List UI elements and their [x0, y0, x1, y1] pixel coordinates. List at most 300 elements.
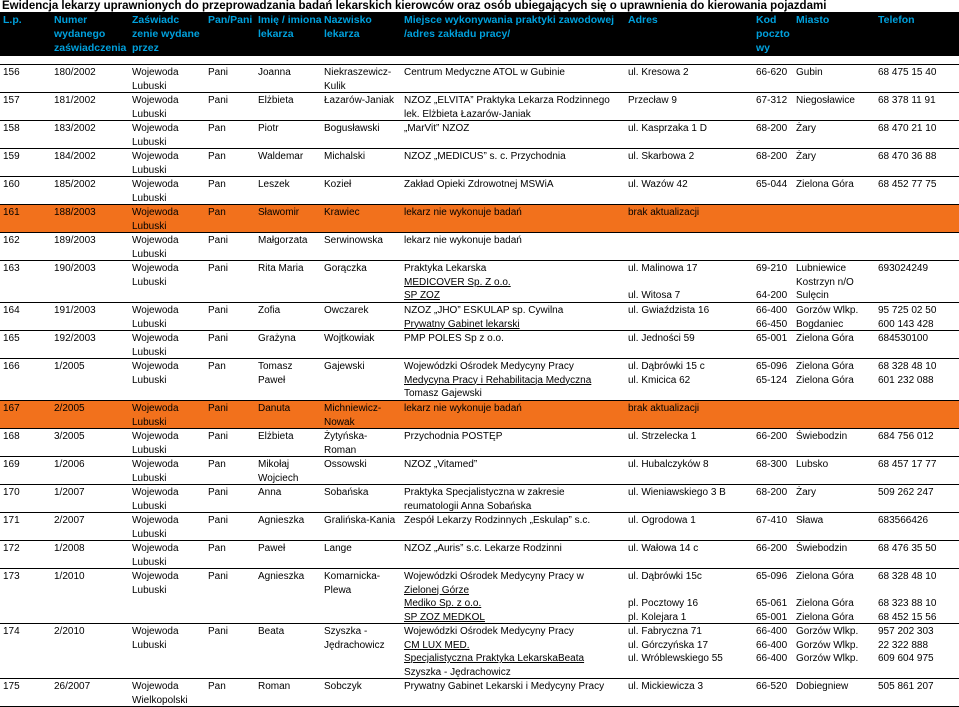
cell-adres: [628, 402, 754, 416]
cell-nazwisko-text: Owczarek: [324, 304, 402, 318]
cell-by: [132, 94, 206, 121]
cell-lp: [3, 570, 53, 584]
cell-num-text: 26/2007: [54, 680, 132, 694]
cell-by-text: Wojewoda: [132, 304, 206, 318]
cell-miasto: [796, 262, 876, 303]
cell-num: [54, 402, 132, 416]
header-num-line: Numer: [54, 13, 132, 27]
header-place-line: /adres zakładu pracy/: [404, 27, 626, 41]
header-num: [54, 13, 132, 55]
cell-nazwisko: [324, 360, 402, 374]
cell-adres-text: ul. Jedności 59: [628, 332, 754, 346]
cell-tel-text: 68 470 21 10: [878, 122, 958, 136]
cell-kod-text: [756, 402, 796, 416]
cell-pan: [208, 234, 256, 248]
cell-pan-text: Pani: [208, 304, 256, 318]
cell-pan: [208, 304, 256, 318]
cell-imie: [258, 430, 322, 444]
cell-adres: [628, 206, 754, 220]
cell-pan: [208, 680, 256, 694]
cell-by: [132, 542, 206, 569]
cell-pan-text: Pan: [208, 150, 256, 164]
cell-kod-text: [756, 206, 796, 220]
cell-place: [404, 625, 626, 679]
cell-pan: [208, 66, 256, 80]
cell-place-text: NZOZ „JHO” ESKULAP sp. Cywilna: [404, 304, 626, 318]
cell-kod-text: 65-096: [756, 570, 796, 584]
header-nazwisko-line: Nazwisko: [324, 13, 402, 27]
cell-adres: [628, 542, 754, 556]
cell-tel-text: 68 452 15 56: [878, 611, 958, 625]
cell-miasto-text: Lubsko: [796, 458, 876, 472]
cell-imie-text: Mikołaj: [258, 458, 322, 472]
cell-miasto-text: Zielona Góra: [796, 332, 876, 346]
cell-nazwisko: [324, 94, 402, 108]
cell-miasto: [796, 178, 876, 192]
cell-nazwisko: [324, 206, 402, 220]
cell-nazwisko-text: Żytyńska-: [324, 430, 402, 444]
cell-tel-text: 684 756 012: [878, 430, 958, 444]
cell-miasto: [796, 304, 876, 331]
cell-imie: [258, 178, 322, 192]
cell-imie: [258, 542, 322, 556]
cell-lp-text: 169: [3, 458, 53, 472]
cell-nazwisko-text: Jędrachowicz: [324, 639, 402, 653]
cell-adres-text: ul. Ogrodowa 1: [628, 514, 754, 528]
cell-by-text: Lubuski: [132, 444, 206, 458]
cell-adres-text: ul. Wieniawskiego 3 B: [628, 486, 754, 500]
cell-num-text: 181/2002: [54, 94, 132, 108]
cell-adres: [628, 262, 754, 303]
cell-num: [54, 304, 132, 318]
cell-nazwisko-text: Michalski: [324, 150, 402, 164]
cell-place: [404, 514, 626, 528]
cell-imie-text: Elżbieta: [258, 430, 322, 444]
cell-by-text: Lubuski: [132, 318, 206, 332]
cell-lp: [3, 360, 53, 374]
cell-place-text: lekarz nie wykonuje badań: [404, 402, 626, 416]
cell-place: [404, 360, 626, 401]
cell-place-text: lek. Elżbieta Łazarów-Janiak: [404, 108, 626, 122]
cell-imie-text: Sławomir: [258, 206, 322, 220]
cell-miasto-text: Gubin: [796, 66, 876, 80]
cell-kod-text: [756, 108, 796, 122]
cell-tel-text: 957 202 303: [878, 625, 958, 639]
cell-lp: [3, 458, 53, 472]
cell-miasto: [796, 458, 876, 472]
cell-by: [132, 360, 206, 387]
cell-nazwisko: [324, 625, 402, 652]
cell-lp: [3, 150, 53, 164]
cell-nazwisko: [324, 332, 402, 346]
cell-pan: [208, 122, 256, 136]
cell-place: [404, 150, 626, 164]
cell-lp-text: 167: [3, 402, 53, 416]
cell-kod: [756, 332, 796, 346]
table-row: [0, 359, 959, 401]
header-miasto: [796, 13, 876, 27]
cell-adres-text: [628, 234, 754, 248]
cell-pan-text: Pani: [208, 570, 256, 584]
cell-adres-text: [628, 276, 754, 290]
cell-by-text: Lubuski: [132, 374, 206, 388]
header-tel-line: Telefon: [878, 13, 958, 27]
table-row: [0, 93, 959, 121]
cell-place: [404, 262, 626, 303]
cell-kod: [756, 486, 796, 513]
cell-place: [404, 680, 626, 694]
cell-num: [54, 625, 132, 639]
cell-kod: [756, 150, 796, 164]
cell-by-text: Wojewoda: [132, 332, 206, 346]
cell-miasto-text: Żary: [796, 150, 876, 164]
cell-imie-text: Wojciech: [258, 472, 322, 486]
cell-nazwisko-text: Sobańska: [324, 486, 402, 500]
cell-tel-text: 684530100: [878, 332, 958, 346]
cell-adres: [628, 66, 754, 80]
cell-tel: [878, 625, 958, 679]
cell-by-text: Wojewoda: [132, 122, 206, 136]
cell-nazwisko-text: Gajewski: [324, 360, 402, 374]
cell-place-text: NZOZ „Auris” s.c. Lekarze Rodzinni: [404, 542, 626, 556]
cell-place: [404, 332, 626, 346]
table-row: [0, 233, 959, 261]
cell-nazwisko: [324, 304, 402, 318]
cell-place-text: Wojewódzki Ośrodek Medycyny Pracy: [404, 360, 626, 374]
cell-tel-text: [878, 276, 958, 290]
cell-kod: [756, 360, 796, 401]
cell-nazwisko-text: Roman: [324, 444, 402, 458]
cell-miasto: [796, 542, 876, 556]
cell-pan-text: Pan: [208, 360, 256, 374]
cell-lp-text: 157: [3, 94, 53, 108]
cell-nazwisko-text: Lange: [324, 542, 402, 556]
cell-imie-text: Elżbieta: [258, 94, 322, 108]
header-adres: [628, 13, 754, 27]
cell-tel: [878, 234, 958, 248]
cell-num-text: 185/2002: [54, 178, 132, 192]
cell-adres-text: ul. Kasprzaka 1 D: [628, 122, 754, 136]
cell-kod-text: 66-400: [756, 625, 796, 639]
cell-num: [54, 150, 132, 164]
cell-tel: [878, 66, 958, 80]
cell-imie: [258, 94, 322, 108]
cell-tel-text: 68 378 11 91: [878, 94, 958, 108]
cell-nazwisko: [324, 66, 402, 93]
cell-adres-text: ul. Kresowa 2: [628, 66, 754, 80]
cell-by-text: Lubuski: [132, 416, 206, 430]
cell-kod: [756, 304, 796, 331]
cell-adres: [628, 122, 754, 136]
cell-imie: [258, 514, 322, 528]
cell-imie-text: Agnieszka: [258, 514, 322, 528]
cell-imie: [258, 625, 322, 639]
cell-lp-text: 162: [3, 234, 53, 248]
cell-place-text: Zakład Opieki Zdrowotnej MSWiA: [404, 178, 626, 192]
cell-kod-text: 65-001: [756, 332, 796, 346]
cell-by-text: Lubuski: [132, 346, 206, 360]
cell-kod-text: 66-620: [756, 66, 796, 80]
cell-nazwisko-text: Serwinowska: [324, 234, 402, 248]
cell-lp-text: 173: [3, 570, 53, 584]
cell-miasto-text: [796, 584, 876, 598]
header-adres-line: Adres: [628, 13, 754, 27]
cell-nazwisko-text: Kozieł: [324, 178, 402, 192]
cell-nazwisko: [324, 430, 402, 457]
cell-by: [132, 430, 206, 457]
cell-tel: [878, 542, 958, 556]
header-kod: [756, 13, 796, 55]
cell-pan: [208, 570, 256, 584]
table-row: [0, 679, 959, 707]
header-imie: [258, 13, 322, 41]
cell-place-text: Przychodnia POSTĘP: [404, 430, 626, 444]
cell-pan-text: Pan: [208, 680, 256, 694]
cell-place: [404, 304, 626, 331]
cell-tel: [878, 206, 958, 220]
header-kod-line: poczto: [756, 27, 796, 41]
cell-lp: [3, 234, 53, 248]
table-row: [0, 513, 959, 541]
cell-nazwisko-text: Szyszka -: [324, 625, 402, 639]
cell-imie: [258, 122, 322, 136]
cell-adres-text: [628, 108, 754, 122]
cell-by-text: Wojewoda: [132, 458, 206, 472]
cell-lp-text: 175: [3, 680, 53, 694]
cell-imie-text: Paweł: [258, 374, 322, 388]
cell-miasto-text: [796, 402, 876, 416]
cell-nazwisko-text: Niekraszewicz-: [324, 66, 402, 80]
table-row: [0, 485, 959, 513]
cell-kod-text: 64-200: [756, 289, 796, 303]
cell-num-text: 191/2003: [54, 304, 132, 318]
cell-place-text: lekarz nie wykonuje badań: [404, 206, 626, 220]
cell-adres-text: pl. Kolejara 1: [628, 611, 754, 625]
cell-miasto: [796, 430, 876, 444]
cell-adres: [628, 486, 754, 513]
cell-by-text: Wojewoda: [132, 402, 206, 416]
cell-num: [54, 94, 132, 108]
cell-miasto-text: Zielona Góra: [796, 611, 876, 625]
cell-adres-text: ul. Strzelecka 1: [628, 430, 754, 444]
cell-miasto-text: Świebodzin: [796, 430, 876, 444]
cell-place-text: Specjalistyczna Praktyka LekarskaBeata: [404, 652, 626, 666]
cell-imie: [258, 458, 322, 485]
cell-lp: [3, 514, 53, 528]
cell-num-text: 180/2002: [54, 66, 132, 80]
cell-lp-text: 171: [3, 514, 53, 528]
cell-lp: [3, 402, 53, 416]
cell-nazwisko: [324, 680, 402, 694]
cell-lp: [3, 262, 53, 276]
cell-kod-text: 67-312: [756, 94, 796, 108]
cell-tel-text: 600 143 428: [878, 318, 958, 332]
cell-kod-text: 68-200: [756, 486, 796, 500]
header-imie-line: lekarza: [258, 27, 322, 41]
cell-tel-text: 601 232 088: [878, 374, 958, 388]
cell-place-text: reumatologii Anna Sobańska: [404, 500, 626, 514]
cell-tel: [878, 94, 958, 121]
cell-place-text: PMP POLES Sp z o.o.: [404, 332, 626, 346]
cell-by-text: Wojewoda: [132, 514, 206, 528]
cell-adres: [628, 178, 754, 192]
cell-kod-text: 66-400: [756, 652, 796, 666]
cell-adres: [628, 150, 754, 164]
cell-by: [132, 514, 206, 541]
cell-tel-text: 68 328 48 10: [878, 360, 958, 374]
cell-miasto: [796, 514, 876, 528]
cell-by-text: Lubuski: [132, 500, 206, 514]
cell-miasto: [796, 332, 876, 346]
cell-adres: [628, 514, 754, 528]
cell-adres: [628, 304, 754, 331]
cell-imie-text: Anna: [258, 486, 322, 500]
cell-nazwisko-text: Komarnicka-: [324, 570, 402, 584]
cell-lp-text: 159: [3, 150, 53, 164]
table-row: [0, 205, 959, 233]
cell-pan: [208, 486, 256, 500]
cell-by: [132, 570, 206, 597]
cell-adres: [628, 458, 754, 472]
cell-lp-text: 170: [3, 486, 53, 500]
cell-tel-text: [878, 289, 958, 303]
cell-imie: [258, 332, 322, 346]
cell-tel: [878, 304, 958, 331]
cell-kod: [756, 625, 796, 679]
cell-nazwisko-text: Nowak: [324, 416, 402, 430]
cell-num-text: 183/2002: [54, 122, 132, 136]
cell-by: [132, 458, 206, 485]
cell-by-text: Wojewoda: [132, 234, 206, 248]
cell-kod-text: 65-061: [756, 597, 796, 611]
cell-kod-text: [756, 500, 796, 514]
cell-miasto: [796, 66, 876, 80]
cell-tel-text: 68 457 17 77: [878, 458, 958, 472]
cell-adres-text: ul. Fabryczna 71: [628, 625, 754, 639]
cell-place-text: Zespół Lekarzy Rodzinnych „Eskulap” s.c.: [404, 514, 626, 528]
cell-adres-text: ul. Górczyńska 17: [628, 639, 754, 653]
cell-imie-text: Roman: [258, 680, 322, 694]
cell-kod: [756, 458, 796, 472]
cell-miasto-text: Bogdaniec: [796, 318, 876, 332]
cell-nazwisko-text: Plewa: [324, 584, 402, 598]
cell-kod-text: [756, 387, 796, 401]
cell-place-text: Praktyka Lekarska: [404, 262, 626, 276]
cell-adres: [628, 234, 754, 248]
cell-miasto: [796, 402, 876, 416]
cell-miasto: [796, 570, 876, 624]
cell-by: [132, 178, 206, 205]
cell-pan-text: Pani: [208, 402, 256, 416]
cell-lp: [3, 430, 53, 444]
cell-kod: [756, 122, 796, 136]
cell-kod-text: 66-200: [756, 542, 796, 556]
cell-nazwisko-text: Bogusławski: [324, 122, 402, 136]
cell-tel-text: [878, 402, 958, 416]
cell-pan-text: Pan: [208, 122, 256, 136]
cell-imie-text: Agnieszka: [258, 570, 322, 584]
cell-tel-text: 509 262 247: [878, 486, 958, 500]
cell-pan-text: Pan: [208, 458, 256, 472]
cell-miasto-text: [796, 500, 876, 514]
header-lp: [3, 13, 53, 27]
cell-by-text: Wojewoda: [132, 360, 206, 374]
cell-adres-text: brak aktualizacji: [628, 206, 754, 220]
cell-nazwisko: [324, 514, 402, 528]
cell-num-text: 1/2007: [54, 486, 132, 500]
cell-by-text: Wojewoda: [132, 625, 206, 639]
cell-imie-text: Leszek: [258, 178, 322, 192]
table-row: [0, 569, 959, 624]
cell-kod: [756, 234, 796, 248]
cell-miasto-text: Niegosławice: [796, 94, 876, 108]
cell-lp: [3, 486, 53, 500]
table-row: [0, 65, 959, 93]
cell-tel: [878, 178, 958, 192]
cell-pan: [208, 94, 256, 108]
cell-kod-text: 68-200: [756, 150, 796, 164]
cell-num: [54, 680, 132, 694]
header-by-line: Zaświadc: [132, 13, 206, 27]
cell-by-text: Wojewoda: [132, 206, 206, 220]
cell-by-text: Wojewoda: [132, 430, 206, 444]
cell-tel: [878, 332, 958, 346]
cell-adres-text: ul. Wróblewskiego 55: [628, 652, 754, 666]
cell-imie: [258, 234, 322, 248]
cell-nazwisko: [324, 570, 402, 597]
cell-by-text: Lubuski: [132, 220, 206, 234]
cell-num: [54, 360, 132, 374]
cell-by-text: Wojewoda: [132, 66, 206, 80]
cell-nazwisko-text: Łazarów-Janiak: [324, 94, 402, 108]
cell-miasto: [796, 150, 876, 164]
cell-pan: [208, 514, 256, 528]
cell-miasto-text: [796, 234, 876, 248]
cell-by-text: Lubuski: [132, 248, 206, 262]
cell-num: [54, 332, 132, 346]
cell-miasto: [796, 680, 876, 694]
cell-by-text: Wojewoda: [132, 680, 206, 694]
cell-num-text: 184/2002: [54, 150, 132, 164]
cell-miasto-text: [796, 387, 876, 401]
cell-imie-text: Rita Maria: [258, 262, 322, 276]
cell-tel: [878, 360, 958, 401]
cell-miasto: [796, 234, 876, 248]
cell-adres-text: ul. Wazów 42: [628, 178, 754, 192]
cell-by-text: Wojewoda: [132, 262, 206, 276]
cell-adres-text: ul. Gwiaździsta 16: [628, 304, 754, 318]
cell-by-text: Lubuski: [132, 164, 206, 178]
cell-num-text: 1/2008: [54, 542, 132, 556]
cell-num: [54, 458, 132, 472]
cell-nazwisko-text: Kulik: [324, 80, 402, 94]
cell-tel-text: 68 452 77 75: [878, 178, 958, 192]
cell-pan-text: Pani: [208, 66, 256, 80]
cell-kod-text: 66-400: [756, 639, 796, 653]
cell-adres-text: ul. Wałowa 14 c: [628, 542, 754, 556]
cell-imie-text: Waldemar: [258, 150, 322, 164]
cell-adres-text: ul. Malinowa 17: [628, 262, 754, 276]
cell-by-text: Wojewoda: [132, 542, 206, 556]
cell-lp-text: 168: [3, 430, 53, 444]
cell-by-text: Lubuski: [132, 192, 206, 206]
cell-pan: [208, 625, 256, 639]
cell-lp: [3, 122, 53, 136]
cell-kod: [756, 262, 796, 303]
cell-kod: [756, 94, 796, 121]
cell-place-text: CM LUX MED.: [404, 639, 626, 653]
cell-miasto: [796, 206, 876, 220]
